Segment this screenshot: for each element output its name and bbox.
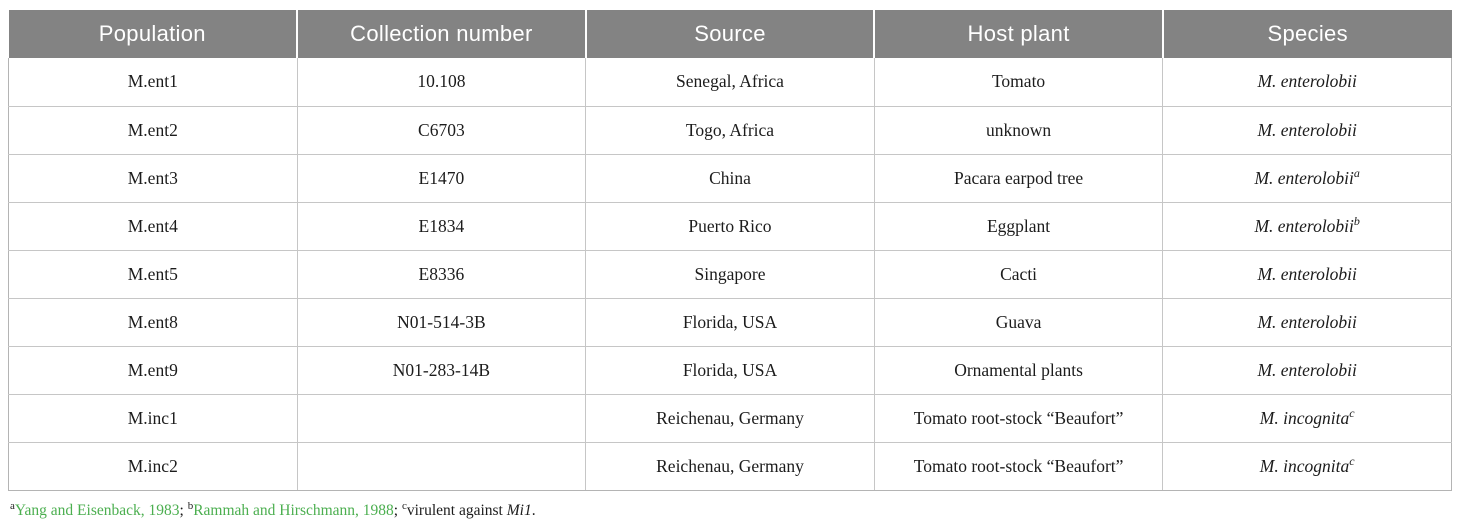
cell-species: M. enterolobii (1163, 106, 1452, 154)
column-header-population: Population (9, 10, 298, 58)
cell-population: M.ent1 (9, 58, 298, 106)
cell-source: Reichenau, Germany (586, 394, 875, 442)
column-header-collection: Collection number (297, 10, 586, 58)
species-footnote-marker: b (1353, 213, 1360, 228)
cell-source: Puerto Rico (586, 202, 875, 250)
table-row-m.ent4 (9, 202, 1452, 250)
cell-host: unknown (874, 106, 1163, 154)
cell-source: Senegal, Africa (586, 58, 875, 106)
species-footnote-marker: c (1349, 453, 1355, 468)
cell-collection: N01-514-3B (297, 298, 586, 346)
cell-species: M. enterolobii (1163, 346, 1452, 394)
footnote-text: virulent against (406, 501, 507, 519)
column-header-host: Host plant (874, 10, 1163, 58)
table-row-m.ent1 (9, 58, 1452, 106)
cell-source: China (586, 154, 875, 202)
footnote-marker: c (401, 499, 407, 512)
table-row-m.inc1 (9, 394, 1452, 442)
cell-population: M.ent9 (9, 346, 298, 394)
cell-host: Pacara earpod tree (874, 154, 1163, 202)
cell-population: M.ent8 (9, 298, 298, 346)
cell-species: M. enterolobii (1163, 58, 1452, 106)
cell-host: Tomato (874, 58, 1163, 106)
footnote-text: ; (179, 501, 188, 519)
cell-species: M. incognita$^c$ (1163, 442, 1452, 490)
cell-host: Guava (874, 298, 1163, 346)
cell-species: M. enterolobii (1163, 250, 1452, 298)
table-row-m.ent5 (9, 250, 1452, 298)
table-row-m.inc2 (9, 442, 1452, 490)
species-footnote-marker: a (1353, 165, 1360, 180)
nematode-populations-table (8, 10, 1452, 491)
cell-host: Tomato root-stock “Beaufort” (874, 394, 1163, 442)
table-row-m.ent3 (9, 154, 1452, 202)
cell-collection: E1834 (297, 202, 586, 250)
footnote-text: . (531, 501, 536, 519)
column-header-species: Species (1163, 10, 1452, 58)
cell-collection: E8336 (297, 250, 586, 298)
cell-source: Florida, USA (586, 298, 875, 346)
cell-source: Togo, Africa (586, 106, 875, 154)
cell-species: M. incognita$^c$ (1163, 394, 1452, 442)
table-row-m.ent9 (9, 346, 1452, 394)
table-body (9, 58, 1452, 490)
footnote-gene-name: Mi1 (506, 501, 532, 519)
cell-collection (297, 442, 586, 490)
cell-species: M. enterolobii$^b$ (1163, 202, 1452, 250)
table-header (9, 10, 1452, 58)
cell-species: M. enterolobii (1163, 298, 1452, 346)
cell-population: M.inc2 (9, 442, 298, 490)
table-row-m.ent8 (9, 298, 1452, 346)
cell-collection: E1470 (297, 154, 586, 202)
cell-host: Cacti (874, 250, 1163, 298)
species-footnote-marker: c (1349, 405, 1355, 420)
column-header-source: Source (586, 10, 875, 58)
cell-collection (297, 394, 586, 442)
table-footnote (10, 499, 1452, 520)
cell-collection: N01-283-14B (297, 346, 586, 394)
footnote-marker: b (187, 499, 194, 512)
footnote-text: ; (393, 501, 402, 519)
cell-source: Singapore (586, 250, 875, 298)
footnote-marker: a (10, 499, 15, 512)
cell-population: M.ent5 (9, 250, 298, 298)
cell-collection: 10.108 (297, 58, 586, 106)
cell-population: M.ent3 (9, 154, 298, 202)
footnote-citation-link[interactable]: Rammah and Hirschmann, 1988 (193, 501, 394, 519)
table-row-m.ent2 (9, 106, 1452, 154)
cell-host: Eggplant (874, 202, 1163, 250)
cell-source: Reichenau, Germany (586, 442, 875, 490)
cell-host: Tomato root-stock “Beaufort” (874, 442, 1163, 490)
cell-population: M.inc1 (9, 394, 298, 442)
cell-collection: C6703 (297, 106, 586, 154)
table-header-row (9, 10, 1452, 58)
cell-host: Ornamental plants (874, 346, 1163, 394)
cell-population: M.ent2 (9, 106, 298, 154)
cell-source: Florida, USA (586, 346, 875, 394)
cell-population: M.ent4 (9, 202, 298, 250)
footnote-citation-link[interactable]: Yang and Eisenback, 1983 (14, 501, 180, 519)
cell-species: M. enterolobii$^a$ (1163, 154, 1452, 202)
